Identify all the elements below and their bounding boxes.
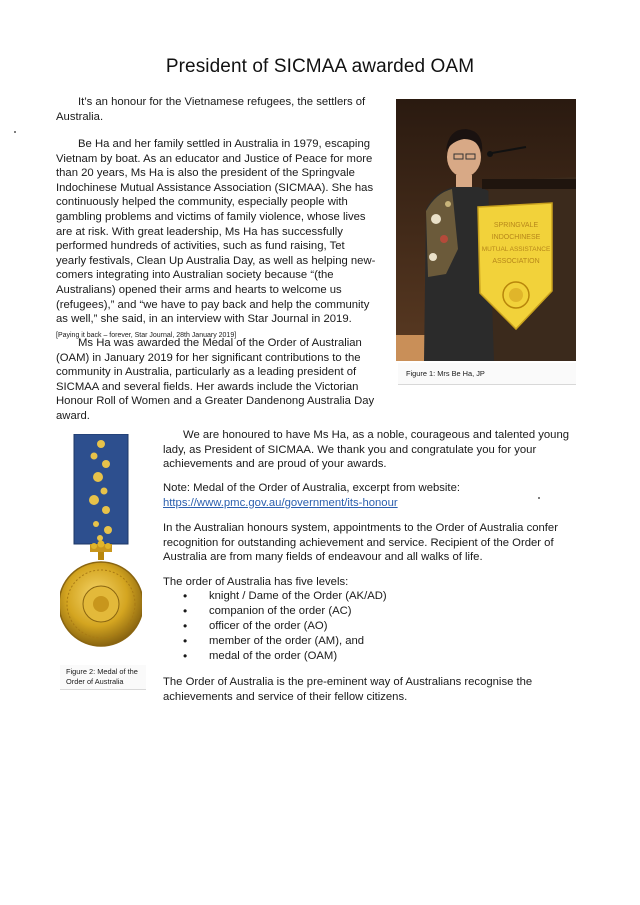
- figure-1-photo: [396, 99, 576, 361]
- page-title: President of SICMAA awarded OAM: [165, 56, 475, 77]
- closing-paragraph: The Order of Australia is the pre-eminent way of Australians recognise the achievements and service of their fellow citizens.: [163, 676, 533, 703]
- level-item: • companion of the order (AC): [183, 604, 387, 619]
- note-paragraph: [163, 481, 583, 510]
- bio-text: Be Ha and her family settled in Australia in 1979, escaping Vietnam by boat. As an educator and Justice of Peace for more than 20 years, Ms Ha is also the president of the Springvale Indochinese Mutual Assistance Association (SICMAA). She has continuously helped the community, especially people with gambling problems and victims of family violence, whose lives are at risk. With great leadership, Ms Ha has successfully performed hundreds of activities, such as fund raising, Tet yearly festivals, Clean Up Australia Day, as well as helping new-comers integrating into Australian society because “(the Australians) opened their arms and hearts to welcome us (refugees),” and “we have to pay back and help the community as well,” she said, in an interview with Star Journal in 2019.: [56, 138, 376, 326]
- banner-line-4: ASSOCIATION: [492, 258, 540, 265]
- figure-2-medal: [60, 434, 142, 662]
- intro-paragraph: It’s an honour for the Vietnamese refugees, the settlers of Australia.: [56, 96, 366, 123]
- congrats-paragraph: We are honoured to have Ms Ha, as a noble, courageous and talented young lady, as President of SICMAA. We thank you and congratulate you for your achievements and are proud of your awards.: [163, 429, 570, 471]
- banner-line-1: SPRINGVALE: [493, 222, 539, 229]
- banner-line-2: INDOCHINESE: [491, 234, 541, 241]
- pmc-honours-link[interactable]: https://www.pmc.gov.au/government/its-honour: [163, 496, 398, 509]
- speaker-photo: [396, 99, 576, 361]
- bio-citation: [Paying it back – forever, Star Journal, 28th January 2019]: [56, 331, 237, 339]
- banner-line-3: MUTUAL ASSISTANCE: [481, 246, 551, 253]
- scan-speck: [538, 497, 540, 499]
- honours-system-paragraph: In the Australian honours system, appointments to the Order of Australia confer recognition for outstanding achievement and service. Recipient of the Order of Australia are from many fields of endeavour and all walks of life.: [163, 522, 558, 564]
- level-item: • medal of the order (OAM): [183, 649, 387, 664]
- figure-1-caption: Figure 1: Mrs Be Ha, JP: [398, 363, 576, 385]
- bio-paragraph: [56, 137, 376, 341]
- scan-speck: [14, 131, 16, 133]
- level-item: • officer of the order (AO): [183, 619, 387, 634]
- award-paragraph: Ms Ha was awarded the Medal of the Order of Australian (OAM) in January 2019 for her significant contributions to the community in Australia, particularly as a leading president of SICMAA and several fields. Her awards include the Victorian Honour Roll of Women and a Greater Dandenong Australia Day award.: [56, 337, 375, 422]
- level-item: • member of the order (AM), and: [183, 634, 387, 649]
- note-label: Note: Medal of the Order of Australia, excerpt from website:: [163, 482, 460, 494]
- level-item: • knight / Dame of the Order (AK/AD): [183, 589, 387, 604]
- levels-list: [183, 589, 387, 664]
- figure-2-caption: Figure 2: Medal of the Order of Australia: [60, 665, 146, 690]
- medal-icon: [60, 434, 142, 662]
- levels-intro: The order of Australia has five levels:: [163, 576, 349, 588]
